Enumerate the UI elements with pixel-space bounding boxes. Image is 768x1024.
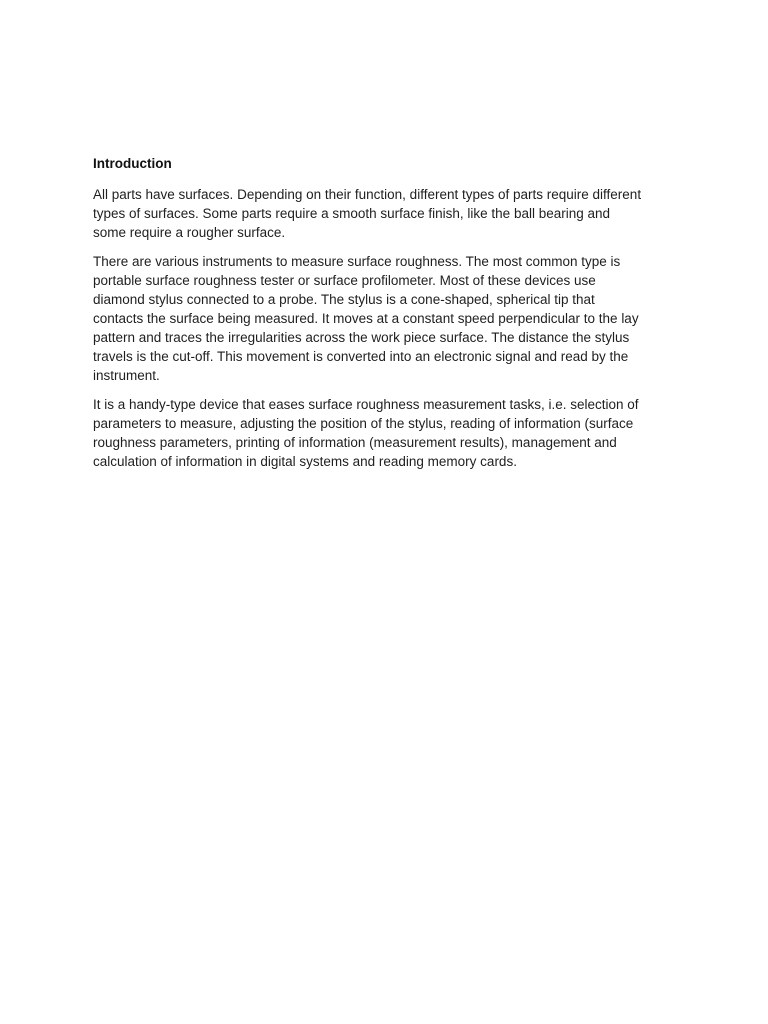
paragraph-line: pattern and traces the irregularities across the work piece surface. The distance the stylus: [93, 330, 630, 345]
paragraph-line: contacts the surface being measured. It moves at a constant speed perpendicular to the lay: [93, 311, 639, 326]
paragraph-line: instrument.: [93, 368, 160, 383]
paragraph-line: parameters to measure, adjusting the position of the stylus, reading of information (surface: [93, 416, 634, 431]
paragraph-line: types of surfaces. Some parts require a smooth surface finish, like the ball bearing and: [93, 206, 611, 221]
paragraph-line: All parts have surfaces. Depending on their function, different types of parts require different: [93, 187, 642, 202]
section-heading: Introduction: [93, 156, 172, 171]
paragraph-3: [93, 395, 678, 471]
paragraph-line: travels is the cut-off. This movement is converted into an electronic signal and read by the: [93, 349, 629, 364]
paragraph-line: portable surface roughness tester or surface profilometer. Most of these devices use: [93, 273, 596, 288]
paragraph-1: [93, 185, 678, 242]
paragraph-line: roughness parameters, printing of information (measurement results), management and: [93, 435, 617, 450]
paragraph-line: diamond stylus connected to a probe. The stylus is a cone-shaped, spherical tip that: [93, 292, 595, 307]
paragraph-line: It is a handy-type device that eases surface roughness measurement tasks, i.e. selection of: [93, 397, 639, 412]
paragraph-line: some require a rougher surface.: [93, 225, 286, 240]
paragraph-2: [93, 252, 678, 385]
paragraph-line: calculation of information in digital systems and reading memory cards.: [93, 454, 517, 469]
paragraph-line: There are various instruments to measure surface roughness. The most common type is: [93, 254, 621, 269]
